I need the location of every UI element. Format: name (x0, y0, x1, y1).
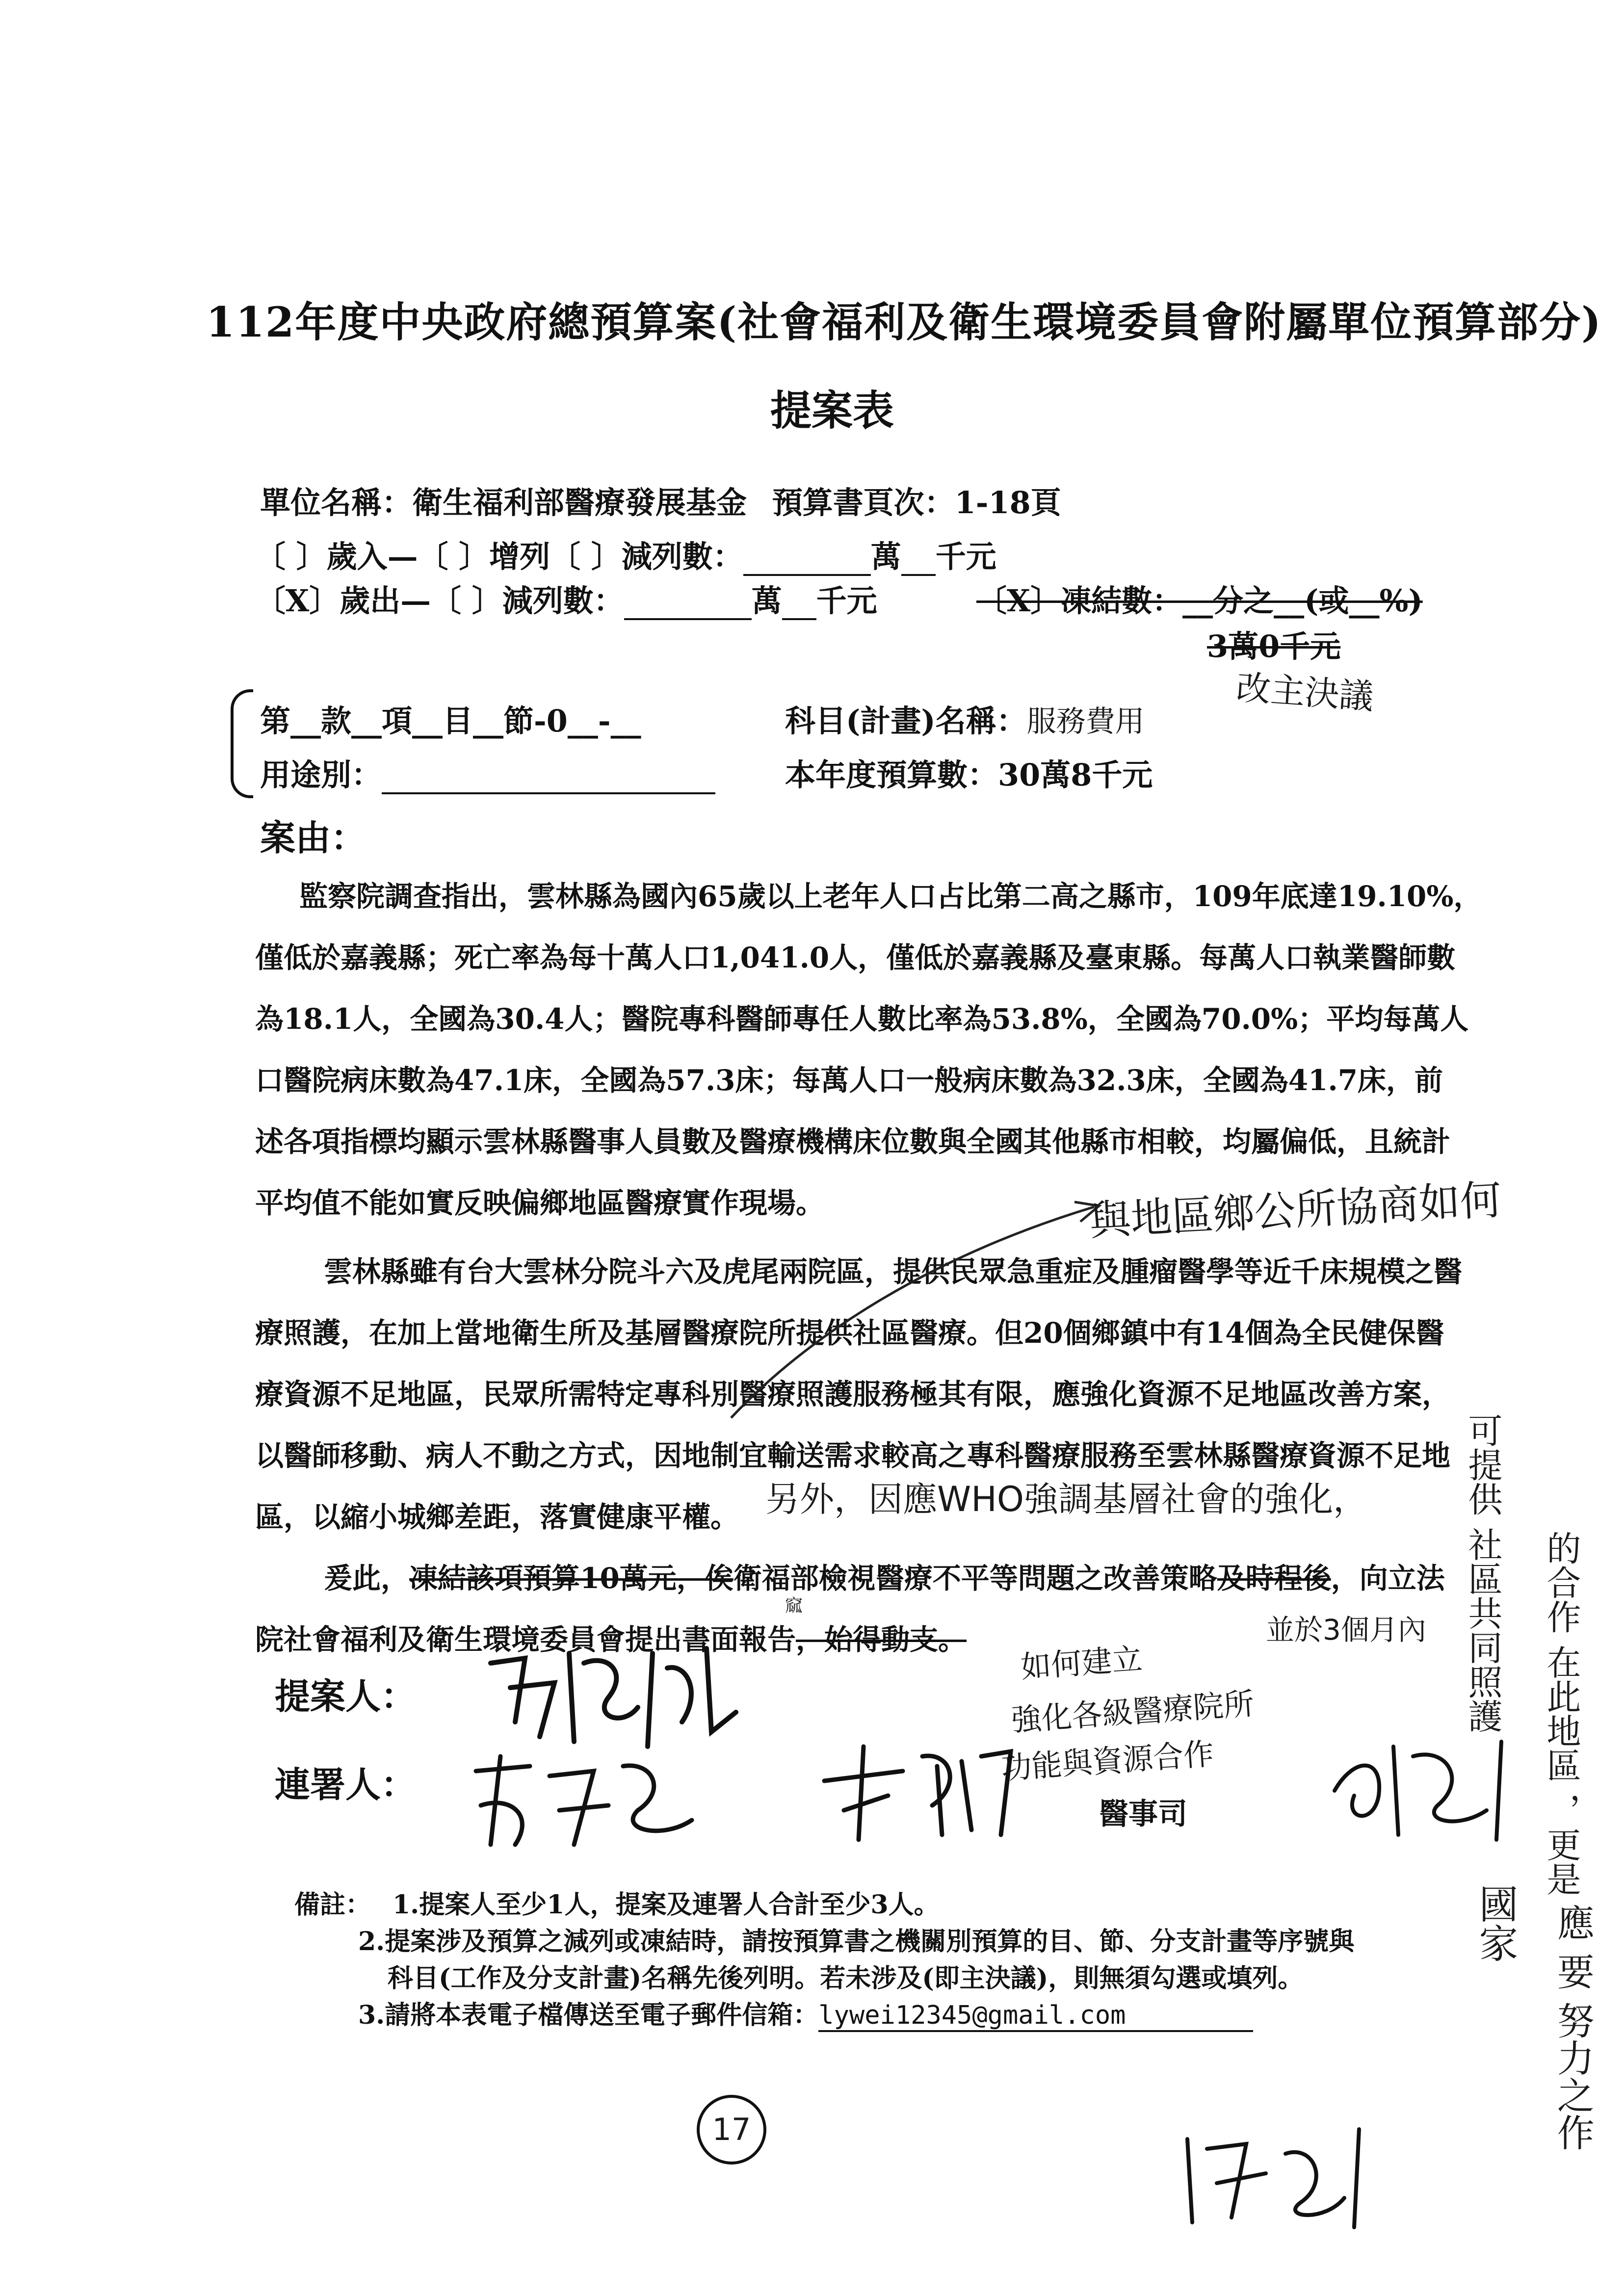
para1-line: 述各項指標均顯示雲林縣醫事人員數及醫療機構床位數與全國其他縣市相較，均屬偏低，且統計 (255, 1125, 1451, 1158)
page-value: 1-18頁 (954, 485, 1061, 521)
remark-line: 3.請將本表電子檔傳送至電子郵件信箱： (358, 2000, 819, 2030)
proposer-signature (481, 1634, 756, 1756)
remark-line: 科目(工作及分支計畫)名稱先後列明。若未涉及(即主決議)，則無須勾選或填列。 (388, 1963, 1304, 1993)
reason-para3-line1 (324, 1555, 1445, 1596)
page-number: 17 (697, 2095, 766, 2165)
freeze-line: 〔X〕凍結數：__分之__(或__%) (976, 583, 1423, 619)
budget-label: 本年度預算數： (785, 757, 998, 793)
para1-line: 平均值不能如實反映偏鄉地區醫療實作現場。 (255, 1186, 825, 1220)
hand-line2: 另外，因應WHO強調基層社會的強化， (765, 1479, 1367, 1519)
unit-label: 單位名稱： (260, 485, 413, 521)
freeze-amount: 3萬0千元 (1207, 628, 1341, 664)
unit-line (260, 478, 1061, 522)
para1-line: 監察院調查指出，雲林縣為國內65歲以上老年人口占比第二高之縣市，109年底達19.10%， (299, 880, 1482, 913)
income-unit-qian: 千元 (935, 539, 996, 574)
hand-signature-3 (1325, 1727, 1531, 1845)
hand-rm-5: 國家 (1472, 1884, 1518, 1962)
hand-rm-7: 要 (1551, 1953, 1595, 1990)
item-bracket (231, 689, 253, 798)
hand-rm-6: 應 (1551, 1904, 1595, 1941)
para3-start: 爰此， (324, 1562, 410, 1595)
page-title: 112年度中央政府總預算案(社會福利及衛生環境委員會附屬單位預算部分) (206, 298, 1602, 346)
budget-value: 30萬8千元 (998, 757, 1153, 793)
para3-end: ，向立法 (1331, 1562, 1445, 1595)
para3-mid: 衛福部 (733, 1562, 819, 1595)
proposer-label: 提案人： (275, 1675, 417, 1717)
remark-email[interactable]: lywei12345@gmail.com (818, 2001, 1253, 2032)
para1-line: 為18.1人，全國為30.4人；醫院專科醫師專任人數比率為53.8%，全國為70.0%；平均每萬人 (255, 1002, 1469, 1036)
income-label: 〔 〕歲入—〔 〕增列〔 〕減列數： (255, 539, 743, 574)
hand-right-margin-3 (1550, 1904, 1595, 2151)
para3-struck-b: 及時程後 (1217, 1562, 1331, 1595)
usage-label: 用途別： (260, 757, 382, 793)
para1-line: 口醫院病床數為47.1床，全國為57.3床；每萬人口一般病床數為32.3床，全國為41.7床，前 (255, 1064, 1443, 1097)
usage-line (260, 751, 715, 794)
subject-line (785, 697, 1145, 740)
cosigner-signature-2 (814, 1737, 1021, 1850)
hand-line1: 與地區鄉公所協商如何 (1088, 1175, 1503, 1245)
hand-rm-0: 可提供 (1463, 1413, 1503, 1516)
para3-mid2: 檢視醫療不平等問題之改善策略 (818, 1562, 1217, 1595)
dept-stamp: 醫事司 (1099, 1797, 1187, 1831)
hand-note-a-2: 強化各級醫療院所 (1010, 1685, 1256, 1739)
hand-note-a-3: 功能與資源合作 (1000, 1735, 1215, 1787)
hand-signature-4 (1178, 2119, 1384, 2232)
expense-line (255, 576, 877, 620)
para3-struck-c: ，始得動支。 (796, 1623, 967, 1656)
insert-mark: 窳 (785, 1596, 803, 1616)
subject-label: 科目(計畫)名稱： (785, 703, 1027, 739)
income-unit-wan: 萬 (870, 539, 901, 574)
cosigner-label: 連署人： (275, 1764, 417, 1805)
remark-line-3 (358, 1994, 1253, 2031)
hand-rm-2: 的合作 (1541, 1531, 1581, 1634)
remark-line: 2.提案涉及預算之減列或凍結時，請按預算書之機關別預算的目、節、分支計畫等序號與 (358, 1927, 1355, 1957)
remark-line: 1.提案人至少1人，提案及連署人合計至少3人。 (393, 1890, 940, 1920)
para2-line: 療照護，在加上當地衛生所及基層醫療院所提供社區醫療。但20個鄉鎮中有14個為全民健保醫 (255, 1316, 1444, 1350)
hand-deadline: 並於3個月內 (1266, 1613, 1426, 1646)
reason-heading: 案由： (260, 817, 367, 859)
hand-rm-1: 社區共同照護 (1463, 1527, 1503, 1733)
income-line (255, 532, 996, 576)
hand-right-margin-2 (1541, 1531, 1582, 2267)
expense-unit-wan: 萬 (751, 583, 782, 619)
para2-line: 療資源不足地區，民眾所需特定專科別醫療照護服務極其有限，應強化資源不足地區改善方案， (255, 1378, 1451, 1411)
para2-line: 以醫師移動、病人不動之方式，因地制宜輸送需求較高之專科醫療服務至雲林縣醫療資源不足地 (255, 1439, 1451, 1472)
remarks-label: 備註： (294, 1890, 371, 1920)
hand-note-a-1: 如何建立 (1020, 1641, 1144, 1685)
unit-name: 衛生福利部醫療發展基金 (412, 485, 747, 521)
para2-line: 雲林縣雖有台大雲林分院斗六及虎尾兩院區，提供民眾急重症及腫瘤醫學等近千床規模之醫 (324, 1255, 1463, 1288)
budget-line (785, 751, 1153, 794)
hand-rm-8: 努力之作 (1551, 2002, 1595, 2151)
hand-arrow-1 (711, 1187, 1114, 1433)
hand-rm-4: ，更是 (1541, 1793, 1581, 1896)
item-section: 第__款__項__目__節-0__-__ (260, 703, 641, 739)
expense-unit-qian: 千元 (816, 583, 877, 619)
para2-line: 區，以縮小城鄉差距，落實健康平權。 (255, 1500, 739, 1534)
para1-line: 僅低於嘉義縣；死亡率為每十萬人口1,041.0人，僅低於嘉義縣及臺東縣。每萬人口執業醫師數 (255, 941, 1456, 974)
para3-struck-a: 凍結該項預算10萬元，俟 (409, 1562, 733, 1595)
expense-label: 〔X〕歲出—〔 〕減列數： (255, 583, 624, 619)
cosigner-signature-1 (461, 1747, 716, 1864)
hand-rm-3: 在此地區 (1541, 1644, 1581, 1782)
freeze-hand-note: 改主決議 (1235, 667, 1375, 717)
subject-value: 服務費用 (1026, 704, 1145, 739)
para3-line2: 院社會福利及衛生環境委員會提出書面報告 (255, 1623, 796, 1656)
page-label: 預算書頁次： (772, 485, 955, 521)
page-subtitle: 提案表 (770, 386, 894, 435)
